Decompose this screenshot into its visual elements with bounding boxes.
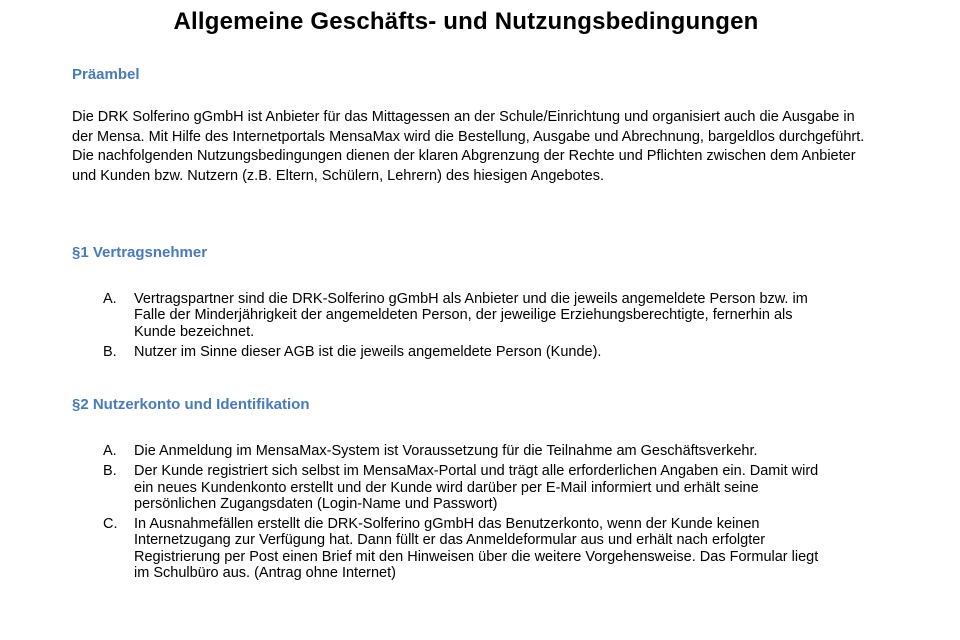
list-marker: A. xyxy=(103,443,117,459)
list-item xyxy=(0,463,834,512)
list-item-text: Die Anmeldung im MensaMax-System ist Voraussetzung für die Teilnahme am Geschäftsverkehr. xyxy=(134,443,758,459)
section-2-list xyxy=(0,443,834,581)
list-item-text: Der Kunde registriert sich selbst im MensaMax-Portal und trägt alle erforderlichen Angaben ein. Damit wird ein neues Kundenkonto erstellt und der Kunde wird darüber per E-Mail informiert und erhält seine persönlichen Zugangsdaten (Login-Name und Passwort) xyxy=(134,463,819,512)
section-1-heading: §1 Vertragsnehmer xyxy=(72,244,208,261)
document-title: Allgemeine Geschäfts- und Nutzungsbedingungen xyxy=(173,8,759,35)
list-marker: B. xyxy=(103,463,117,480)
list-marker: C. xyxy=(103,516,118,533)
list-item xyxy=(0,344,834,360)
list-item-text: Nutzer im Sinne dieser AGB ist die jeweils angemeldete Person (Kunde). xyxy=(134,343,602,360)
preamble-text: Die DRK Solferino gGmbH ist Anbieter für das Mittagessen an der Schule/Einrichtung und organisiert auch die Ausgabe in der Mensa. Mit Hilfe des Internetportals MensaMax wird die Bestellung, Ausgabe und Abrechnung, bargeldlos durchgeführt. Die nachfolgenden Nutzungsbedingungen dienen der klaren Abgrenzung der Rechte und Pflichten zwischen dem Anbieter und Kunden bzw. Nutzern (z.B. Eltern, Schülern, Lehrern) des hiesigen Angebotes. xyxy=(72,109,865,184)
list-item-text: In Ausnahmefällen erstellt die DRK-Solferino gGmbH das Benutzerkonto, wenn der Kunde keinen Internetzugang zur Verfügung hat. Dann füllt er das Anmeldeformular aus und erhält nach erfolgter Registrierung per Post einen Brief mit den Hinweisen über die weitere Vorgehensweise. Das Formular liegt im Schulbüro aus. (Antrag ohne Internet) xyxy=(134,516,819,582)
list-item xyxy=(0,516,834,581)
section-1-list xyxy=(0,291,834,360)
list-item xyxy=(0,291,834,340)
list-item xyxy=(0,443,834,459)
list-marker: A. xyxy=(103,291,117,307)
section-2-heading: §2 Nutzerkonto und Identifikation xyxy=(72,396,310,413)
preamble-heading: Präambel xyxy=(72,66,140,83)
list-marker: B. xyxy=(103,343,117,360)
list-item-text: Vertragspartner sind die DRK-Solferino gGmbH als Anbieter und die jeweils angemeldete Person bzw. im Falle der Minderjährigkeit der angemeldeten Person, der jeweilige Erziehungsberechtigte, fernerhin als Kunde bezeichnet. xyxy=(134,291,808,340)
